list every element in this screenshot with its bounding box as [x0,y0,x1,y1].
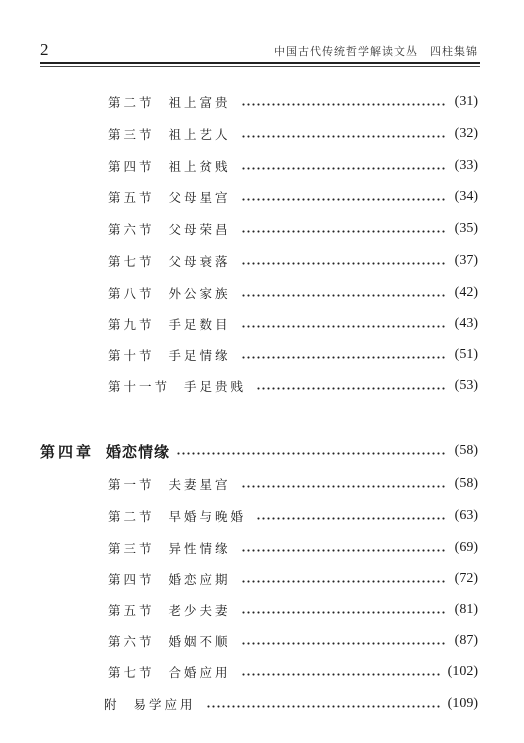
section-title: 婚姻不顺 [168,634,231,649]
page-reference: (32) [454,126,478,141]
chapter-heading[interactable] [40,440,478,462]
toc-entry[interactable] [108,344,478,366]
section-number: 第五节 [108,603,155,618]
toc-entry[interactable] [108,375,478,397]
page-number: 2 [40,40,49,59]
page-reference: (87) [454,633,478,648]
section-number: 第五节 [108,190,155,205]
section-title: 祖上艺人 [168,127,231,142]
section-title: 早婚与晚婚 [168,509,247,524]
dot-leader [256,387,447,390]
toc-entry[interactable] [108,313,478,335]
section-number: 第六节 [108,634,155,649]
section-title: 祖上贫贱 [168,159,231,174]
section-number: 第十一节 [108,379,171,394]
running-header: 中国古代传统哲学解读文丛 四柱集锦 [274,45,478,58]
page-reference: (34) [454,189,478,204]
dot-leader [241,642,447,645]
dot-leader [241,325,447,328]
section-number: 第二节 [108,509,155,524]
page-reference: (31) [454,94,478,109]
dot-leader [241,198,447,201]
toc-entry[interactable] [108,473,478,495]
dot-leader [241,356,447,359]
page-reference: (58) [454,476,478,491]
page-reference: (42) [454,285,478,300]
toc-entry[interactable] [108,630,478,652]
toc-entry[interactable] [108,505,478,527]
page-reference: (58) [454,443,478,458]
toc-entry[interactable] [108,568,478,590]
section-number: 第三节 [108,127,155,142]
dot-leader [241,549,447,552]
page-reference: (69) [454,540,478,555]
toc-entry[interactable] [108,599,478,621]
section-title: 父母衰落 [168,254,231,269]
section-title: 父母荣昌 [168,222,231,237]
header-rule-thin [40,66,480,67]
section-title: 夫妻星宫 [168,477,231,492]
section-number: 第三节 [108,541,155,556]
section-title: 手足贵贱 [184,379,247,394]
dot-leader [241,673,440,676]
section-title: 异性情缘 [168,541,231,556]
chapter-title: 婚恋情缘 [106,442,171,461]
dot-leader [241,230,447,233]
section-title: 老少夫妻 [168,603,231,618]
section-number: 第二节 [108,95,155,110]
section-number: 第七节 [108,665,155,680]
section-title: 合婚应用 [168,665,231,680]
section-number: 第九节 [108,317,155,332]
dot-leader [241,262,447,265]
dot-leader [241,135,447,138]
appendix-title: 易学应用 [133,697,196,712]
section-number: 第四节 [108,159,155,174]
section-number: 第四节 [108,572,155,587]
toc-entry[interactable] [108,91,478,113]
toc-entry[interactable] [108,661,478,683]
page-reference: (37) [454,253,478,268]
dot-leader [176,452,447,455]
section-title: 手足数目 [168,317,231,332]
toc-entry[interactable] [108,218,478,240]
section-number: 第一节 [108,477,155,492]
dot-leader [241,611,447,614]
page-reference: (72) [454,571,478,586]
toc-entry[interactable] [108,186,478,208]
toc-entry-appendix[interactable] [104,693,478,715]
dot-leader [241,103,447,106]
section-number: 第八节 [108,286,155,301]
page-reference: (63) [454,508,478,523]
toc-entry[interactable] [108,537,478,559]
toc-entry[interactable] [108,282,478,304]
page-reference: (109) [447,696,478,711]
page-reference: (81) [454,602,478,617]
section-number: 第六节 [108,222,155,237]
page-reference: (51) [454,347,478,362]
page-reference: (33) [454,158,478,173]
section-title: 手足情缘 [168,348,231,363]
toc-entry[interactable] [108,123,478,145]
section-title: 外公家族 [168,286,231,301]
section-title: 婚恋应期 [168,572,231,587]
section-number: 第十节 [108,348,155,363]
page-reference: (102) [447,664,478,679]
dot-leader [241,167,447,170]
dot-leader [241,294,447,297]
toc-entry[interactable] [108,155,478,177]
page-reference: (43) [454,316,478,331]
dot-leader [241,580,447,583]
section-number: 第七节 [108,254,155,269]
page-reference: (53) [454,378,478,393]
header-rule [40,62,480,64]
appendix-label: 附 [104,697,120,712]
dot-leader [241,485,447,488]
dot-leader [256,517,447,520]
page-reference: (35) [454,221,478,236]
toc-entry[interactable] [108,250,478,272]
dot-leader [206,705,440,708]
section-title: 父母星宫 [168,190,231,205]
section-title: 祖上富贵 [168,95,231,110]
chapter-number: 第四章 [40,442,95,461]
